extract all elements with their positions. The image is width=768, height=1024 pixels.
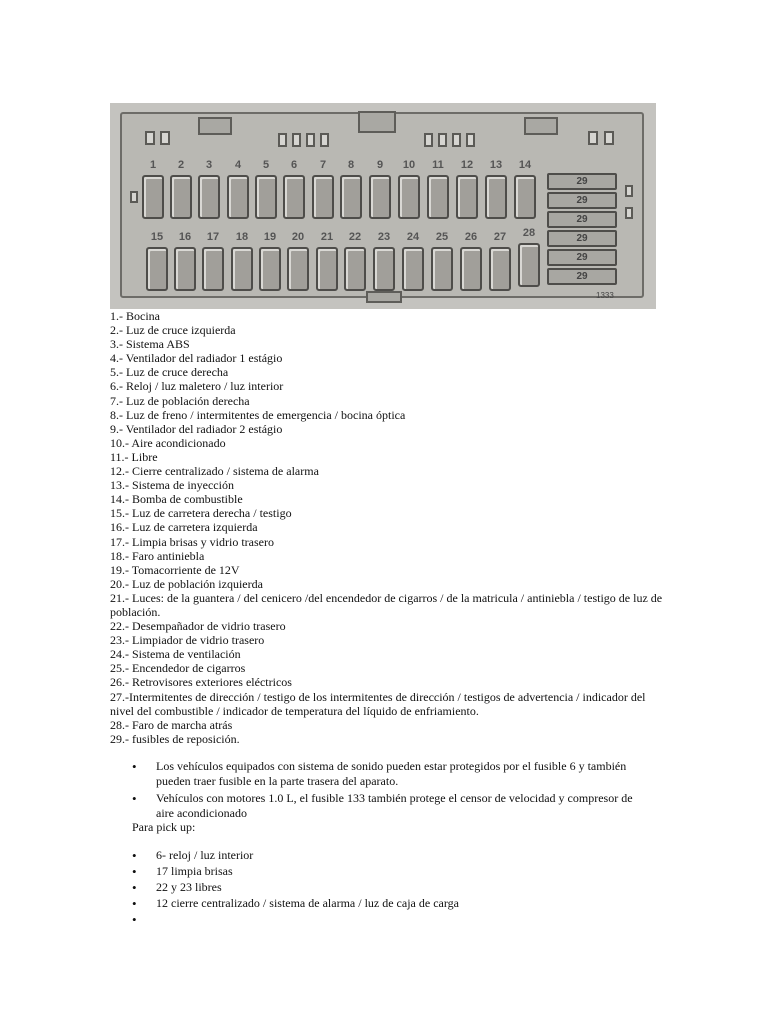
fuse-slot-8 <box>340 175 362 219</box>
fuse-number: 10 <box>402 159 416 171</box>
fuse-slot-28 <box>518 243 540 287</box>
fuse-number: 24 <box>406 231 420 243</box>
part-stamp: 1333 <box>596 291 614 300</box>
pickup-item <box>132 912 652 927</box>
list-item: 19.- Tomacorriente de 12V <box>110 562 240 577</box>
fuse-number: 5 <box>262 159 270 171</box>
fuse-box-photo <box>110 103 656 309</box>
spare-fuse-29: 29 <box>547 268 617 285</box>
top-notch <box>320 133 329 147</box>
list-item: 7.- Luz de población derecha <box>110 393 250 408</box>
fuse-slot-17 <box>202 247 224 291</box>
note-item: • Los vehículos equipados con sistema de sonido pueden estar protegidos por el fusible 6 y también pueden traer fusible en la parte trasera del aparato. <box>132 759 652 789</box>
fuse-number: 15 <box>150 231 164 243</box>
spare-fuse-29: 29 <box>547 173 617 190</box>
spare-fuse-29: 29 <box>547 249 617 266</box>
fuse-slot-4 <box>227 175 249 219</box>
pickup-list <box>132 848 652 928</box>
fuse-slot-2 <box>170 175 192 219</box>
list-item: 20.- Luz de población izquierda <box>110 576 263 591</box>
fuse-number: 8 <box>347 159 355 171</box>
fuse-number: 1 <box>149 159 157 171</box>
fuse-slot-23 <box>373 247 395 291</box>
fuse-number: 26 <box>464 231 478 243</box>
fuse-slot-19 <box>259 247 281 291</box>
fuse-number: 27 <box>493 231 507 243</box>
fuse-slot-1 <box>142 175 164 219</box>
fuse-number: 6 <box>290 159 298 171</box>
fuse-slot-13 <box>485 175 507 219</box>
spare-fuse-29: 29 <box>547 230 617 247</box>
fuse-number: 23 <box>377 231 391 243</box>
list-item: 9.- Ventilador del radiador 2 estágio <box>110 421 283 436</box>
side-pin <box>625 207 633 219</box>
list-item: 29.- fusibles de reposición. <box>110 731 240 746</box>
pickup-item: • 17 limpia brisas <box>132 864 652 879</box>
fuse-number: 2 <box>177 159 185 171</box>
pickup-item: • 12 cierre centralizado / sistema de alarma / luz de caja de carga <box>132 896 652 911</box>
list-item: 11.- Libre <box>110 449 158 464</box>
top-tab-left <box>198 117 232 135</box>
list-item: 2.- Luz de cruce izquierda <box>110 323 236 338</box>
top-tab-right <box>524 117 558 135</box>
list-item: 8.- Luz de freno / intermitentes de emergencia / bocina óptica <box>110 407 406 422</box>
pickup-item: • 22 y 23 libres <box>132 880 652 895</box>
list-item: 27.-Intermitentes de dirección / testigo de los intermitentes de dirección / testigos de advertencia / indicador del nivel del combustible / indicador de temperatura del líquido de enfriamiento. <box>110 689 646 718</box>
top-notch <box>466 133 475 147</box>
fuse-number: 20 <box>291 231 305 243</box>
fuse-number: 9 <box>376 159 384 171</box>
list-item: 5.- Luz de cruce derecha <box>110 365 229 380</box>
top-notch <box>145 131 155 145</box>
fuse-slot-25 <box>431 247 453 291</box>
list-item: 4.- Ventilador del radiador 1 estágio <box>110 351 283 366</box>
fuse-number: 4 <box>234 159 242 171</box>
fuse-number: 25 <box>435 231 449 243</box>
list-item: 15.- Luz de carretera derecha / testigo <box>110 506 292 521</box>
list-item: 26.- Retrovisores exteriores eléctricos <box>110 675 292 690</box>
fuse-number: 14 <box>518 159 532 171</box>
fuse-slot-16 <box>174 247 196 291</box>
fuse-slot-7 <box>312 175 334 219</box>
notes-list <box>132 759 652 823</box>
list-item: 21.- Luces: de la guantera / del cenicero /del encendedor de cigarros / de la matricula / antiniebla / testigo de luz de población. <box>110 590 663 619</box>
side-pin <box>625 185 633 197</box>
list-item: 6.- Reloj / luz maletero / luz interior <box>110 379 284 394</box>
fuse-slot-15 <box>146 247 168 291</box>
fuse-slot-24 <box>402 247 424 291</box>
fuse-list <box>110 309 670 746</box>
top-tab-center <box>358 111 396 133</box>
fuse-slot-6 <box>283 175 305 219</box>
side-pin <box>130 191 138 203</box>
fuse-number: 21 <box>320 231 334 243</box>
spare-fuse-29: 29 <box>547 211 617 228</box>
fuse-slot-18 <box>231 247 253 291</box>
bottom-tab <box>366 291 402 303</box>
fuse-slot-21 <box>316 247 338 291</box>
fuse-number: 12 <box>460 159 474 171</box>
fuse-slot-26 <box>460 247 482 291</box>
pickup-heading: Para pick up: <box>132 820 196 834</box>
fuse-number: 28 <box>522 227 536 239</box>
fuse-number: 16 <box>178 231 192 243</box>
fuse-number: 11 <box>432 159 444 171</box>
top-notch <box>292 133 301 147</box>
fuse-slot-3 <box>198 175 220 219</box>
top-notch <box>452 133 461 147</box>
list-item: 1.- Bocina <box>110 309 160 323</box>
list-item: 10.- Aire acondicionado <box>110 435 226 450</box>
fuse-slot-20 <box>287 247 309 291</box>
fuse-number: 19 <box>263 231 277 243</box>
fuse-number: 18 <box>235 231 249 243</box>
list-item: 24.- Sistema de ventilación <box>110 647 241 662</box>
fuse-slot-12 <box>456 175 478 219</box>
fuse-slot-27 <box>489 247 511 291</box>
list-item: 13.- Sistema de inyección <box>110 478 234 493</box>
fuse-slot-14 <box>514 175 536 219</box>
top-notch <box>306 133 315 147</box>
list-item: 17.- Limpia brisas y vidrio trasero <box>110 534 274 549</box>
pickup-item: • 6- reloj / luz interior <box>132 848 652 863</box>
fuse-slot-5 <box>255 175 277 219</box>
list-item: 22.- Desempañador de vidrio trasero <box>110 619 286 634</box>
top-notch <box>588 131 598 145</box>
list-item: 25.- Encendedor de cigarros <box>110 661 246 676</box>
fuse-number: 13 <box>489 159 503 171</box>
fuse-number: 22 <box>348 231 362 243</box>
top-notch <box>160 131 170 145</box>
list-item: 12.- Cierre centralizado / sistema de alarma <box>110 464 319 479</box>
note-item: • Vehículos con motores 1.0 L, el fusible 133 también protege el censor de velocidad y compresor de aire acondicionado <box>132 791 652 821</box>
top-notch <box>604 131 614 145</box>
fuse-number: 7 <box>319 159 327 171</box>
spare-fuse-29: 29 <box>547 192 617 209</box>
list-item: 16.- Luz de carretera izquierda <box>110 520 258 535</box>
list-item: 3.- Sistema ABS <box>110 337 190 352</box>
top-notch <box>438 133 447 147</box>
list-item: 23.- Limpiador de vidrio trasero <box>110 633 265 648</box>
top-notch <box>278 133 287 147</box>
fuse-slot-11 <box>427 175 449 219</box>
fuse-slot-10 <box>398 175 420 219</box>
fuse-number: 17 <box>206 231 220 243</box>
list-item: 28.- Faro de marcha atrás <box>110 717 233 732</box>
fuse-number: 3 <box>205 159 213 171</box>
fuse-slot-9 <box>369 175 391 219</box>
list-item: 14.- Bomba de combustible <box>110 492 243 507</box>
fuse-slot-22 <box>344 247 366 291</box>
top-notch <box>424 133 433 147</box>
list-item: 18.- Faro antiniebla <box>110 548 205 563</box>
